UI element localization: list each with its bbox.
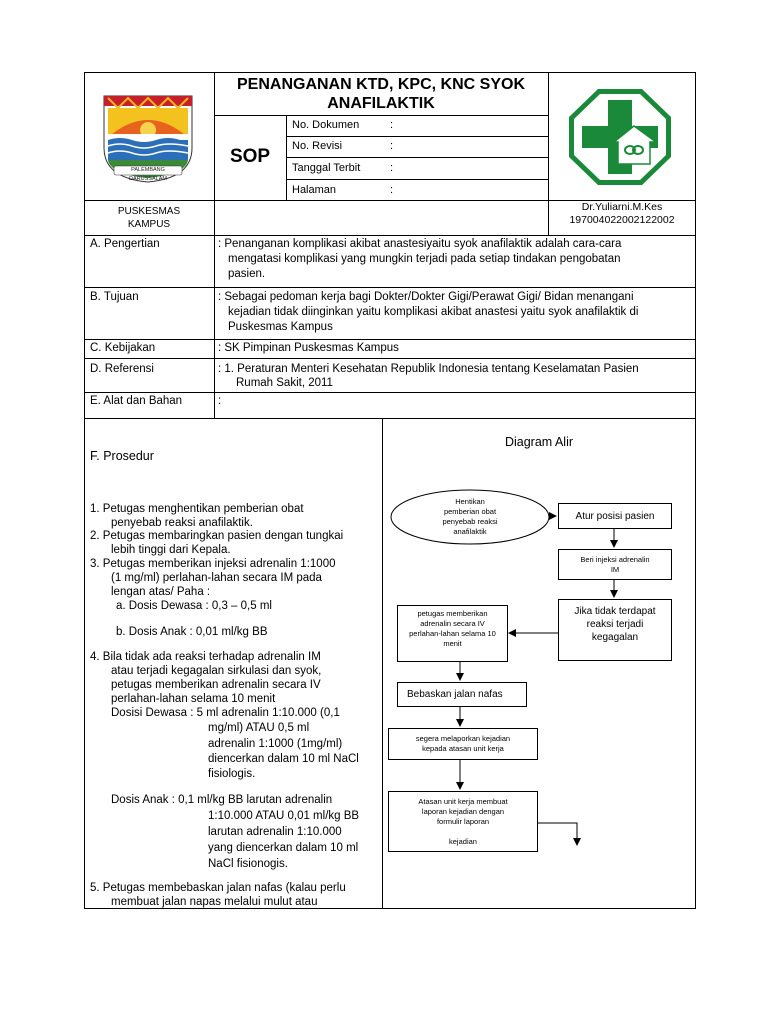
prosedur-line: diencerkan dalam 10 ml NaCl bbox=[208, 753, 359, 765]
oval-line: Hentikan bbox=[455, 497, 485, 506]
sop-label: SOP bbox=[229, 146, 271, 167]
prosedur-line: a. Dosis Dewasa : 0,3 – 0,5 ml bbox=[116, 600, 272, 612]
section-b-line-3: Puskesmas Kampus bbox=[228, 321, 333, 333]
injeksi-line: Beri injeksi adrenalin bbox=[580, 555, 650, 564]
atasan-line: Atasan unit kerja membuat bbox=[418, 797, 508, 806]
prosedur-line: 1. Petugas menghentikan pemberian obat bbox=[90, 503, 304, 515]
prosedur-line: 5. Petugas membebaskan jalan nafas (kalau perlu bbox=[90, 882, 346, 894]
flow-injeksi-im bbox=[558, 549, 672, 580]
section-b-line-2: kejadian tidak diinginkan yaitu komplikasi akibat anastesi yaitu syok anafilaktik di bbox=[228, 306, 639, 318]
atasan-line: formulir laporan bbox=[436, 817, 490, 826]
iv-line: perlahan-lahan selama 10 bbox=[409, 629, 496, 638]
prosedur-line: b. Dosis Anak : 0,01 ml/kg BB bbox=[116, 626, 268, 638]
section-a-line-1: : Penanganan komplikasi akibat anastesiyaitu syok anafilaktik adalah cara-cara bbox=[218, 238, 622, 250]
atur-label: Atur posisi pasien bbox=[575, 511, 655, 522]
section-a-line-3: pasien. bbox=[228, 268, 266, 280]
prosedur-heading: F. Prosedur bbox=[90, 449, 154, 463]
oval-line: penyebab reaksi bbox=[442, 517, 498, 526]
lapor-line: kepada atasan unit kerja bbox=[422, 744, 504, 753]
meta-label-dokumen: No. Dokumen bbox=[292, 119, 360, 131]
prosedur-line: yang diencerkan dalam 10 ml bbox=[208, 842, 359, 854]
flow-bebaskan-jalan-nafas bbox=[397, 682, 527, 707]
title-line-2: ANAFILAKTIK bbox=[327, 95, 435, 112]
prosedur-line: 4. Bila tidak ada reaksi terhadap adrenalin IM bbox=[90, 651, 321, 663]
prosedur-line: Dosis Anak : 0,1 ml/kg BB larutan adrenalin bbox=[111, 794, 333, 806]
meta-value-dokumen: : bbox=[390, 119, 394, 131]
atasan-line: laporan kejadian dengan bbox=[421, 807, 505, 816]
lapor-line: segera melaporkan kejadian bbox=[415, 734, 511, 743]
city-logo-text: PALEMBANG DARUSSALAM bbox=[129, 167, 167, 182]
prosedur-line: petugas memberikan adrenalin secara IV bbox=[111, 679, 321, 691]
meta-label-revisi: No. Revisi bbox=[292, 140, 343, 152]
meta-value-revisi: : bbox=[390, 140, 394, 152]
section-a-label: A. Pengertian bbox=[90, 238, 160, 250]
oval-line: anafilaktik bbox=[453, 527, 487, 536]
prosedur-line: larutan adrenalin 1:10.000 bbox=[208, 826, 342, 838]
prosedur-line: Dosisi Dewasa : 5 ml adrenalin 1:10.000 (0,1 bbox=[111, 707, 340, 719]
iv-line: adrenalin secara IV bbox=[420, 619, 485, 628]
section-d-line-1: : 1. Peraturan Menteri Kesehatan Republik Indonesia tentang Keselamatan Pasien bbox=[218, 363, 639, 375]
flow-oval-text bbox=[405, 497, 535, 537]
section-d-line-2: Rumah Sakit, 2011 bbox=[236, 377, 333, 389]
meta-label-terbit: Tanggal Terbit bbox=[292, 162, 361, 174]
section-d-label: D. Referensi bbox=[90, 363, 154, 375]
prosedur-line: lengan atas/ Paha : bbox=[111, 586, 211, 598]
signer-name: Dr.Yuliarni.M.Kes bbox=[581, 201, 663, 213]
iv-line: petugas memberikan bbox=[417, 609, 488, 618]
flow-atur-posisi bbox=[558, 503, 672, 529]
signer-nip: 197004022002122002 bbox=[569, 214, 675, 226]
unit-line-1: PUSKESMAS bbox=[117, 206, 181, 217]
prosedur-line: adrenalin 1:1000 (1mg/ml) bbox=[208, 738, 343, 750]
prosedur-line: atau terjadi kegagalan sirkulasi dan syok, bbox=[111, 665, 322, 677]
jika-line: reaksi terjadi bbox=[586, 619, 644, 630]
jika-line: kegagalan bbox=[591, 632, 639, 643]
jalan-label: Bebaskan jalan nafas bbox=[407, 689, 503, 700]
prosedur-line: (1 mg/ml) perlahan-lahan secara IM pada bbox=[111, 572, 322, 584]
flow-adrenalin-iv bbox=[397, 605, 508, 662]
flow-laporan-kejadian bbox=[388, 791, 538, 852]
diagram-title: Diagram Alir bbox=[504, 435, 574, 449]
iv-line: menit bbox=[443, 639, 462, 648]
meta-label-halaman: Halaman bbox=[292, 184, 337, 196]
injeksi-line: IM bbox=[610, 565, 620, 574]
section-c-label: C. Kebijakan bbox=[90, 342, 156, 354]
unit-line-2: KAMPUS bbox=[127, 219, 171, 230]
jika-line: Jika tidak terdapat bbox=[574, 606, 656, 617]
meta-value-halaman: : bbox=[390, 184, 394, 196]
prosedur-line: mg/ml) ATAU 0,5 ml bbox=[208, 722, 310, 734]
oval-line: pemberian obat bbox=[443, 507, 497, 516]
atasan-line: kejadian bbox=[449, 837, 477, 846]
section-b-label: B. Tujuan bbox=[90, 291, 139, 303]
prosedur-line: perlahan-lahan selama 10 menit bbox=[111, 693, 276, 705]
section-a-line-2: mengatasi komplikasi yang mungkin terjadi pada setiap tindakan pengobatan bbox=[228, 253, 621, 265]
arrow-atasan-exit bbox=[538, 823, 577, 845]
section-e-line-1: : bbox=[218, 395, 222, 407]
prosedur-line: 1:10.000 ATAU 0,01 ml/kg BB bbox=[208, 810, 360, 822]
prosedur-line: penyebab reaksi anafilaktik. bbox=[111, 517, 253, 529]
section-e-label: E. Alat dan Bahan bbox=[90, 395, 183, 407]
section-c-line-1: : SK Pimpinan Puskesmas Kampus bbox=[218, 342, 399, 354]
prosedur-line: 2. Petugas membaringkan pasien dengan tungkai bbox=[90, 530, 344, 542]
prosedur-line: NaCl fisionogis. bbox=[208, 858, 288, 870]
prosedur-line: lebih tinggi dari Kepala. bbox=[111, 544, 231, 556]
prosedur-line: fisiologis. bbox=[208, 768, 256, 780]
title-line-1: PENANGANAN KTD, KPC, KNC SYOK bbox=[236, 76, 525, 93]
flow-jika-gagal bbox=[558, 599, 672, 661]
prosedur-line: membuat jalan napas melalui mulut atau bbox=[111, 896, 318, 908]
flow-lapor-atasan bbox=[388, 728, 538, 760]
prosedur-line: 3. Petugas memberikan injeksi adrenalin 1:1000 bbox=[90, 558, 336, 570]
section-b-line-1: : Sebagai pedoman kerja bagi Dokter/Dokter Gigi/Perawat Gigi/ Bidan menangani bbox=[218, 291, 634, 303]
meta-value-terbit: : bbox=[390, 162, 394, 174]
